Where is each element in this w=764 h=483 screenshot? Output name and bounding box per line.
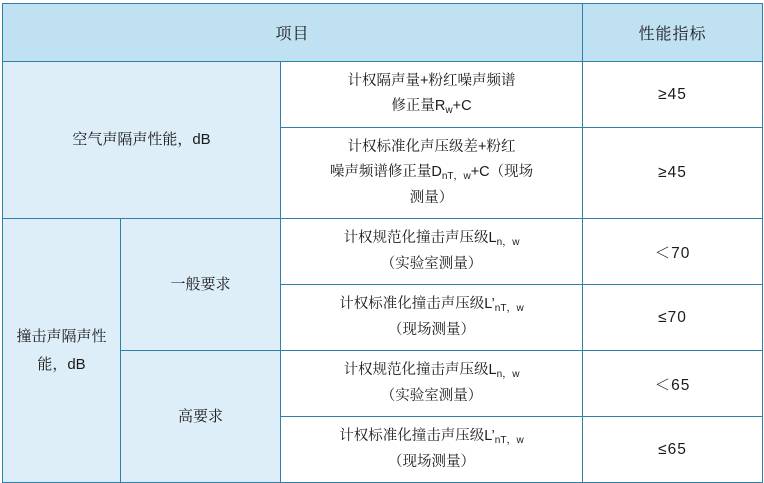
- criterion-line-1: [344, 230, 520, 246]
- criterion-line-1: [339, 296, 523, 312]
- criterion-description: [281, 417, 583, 483]
- criterion-value: ＜65: [583, 351, 763, 417]
- criterion-line-1-pre: 计权规范化撞击声压级L: [343, 230, 497, 246]
- criterion-line-2-post: +C（现场: [470, 164, 534, 180]
- table-row: [3, 62, 763, 128]
- criterion-value: ≤65: [583, 417, 763, 483]
- criterion-value: ≤70: [583, 285, 763, 351]
- column-header-index: 性能指标: [583, 4, 763, 62]
- criterion-description: [281, 219, 583, 285]
- criterion-line-1-pre: 计权标准化撞击声压级L’: [339, 296, 495, 312]
- criterion-line-1: [339, 428, 523, 444]
- subgroup-label-general: 一般要求: [121, 219, 281, 351]
- criterion-description: [281, 285, 583, 351]
- criterion-line-1-sub: n，w: [496, 369, 520, 380]
- criterion-value: ＜70: [583, 219, 763, 285]
- criterion-line-2: （实验室测量）: [380, 388, 483, 404]
- criterion-line-2: （现场测量）: [388, 454, 475, 470]
- criterion-line-2: （现场测量）: [388, 322, 475, 338]
- criterion-value: ≥45: [583, 62, 763, 128]
- criterion-description: [281, 62, 583, 128]
- table-body: [3, 62, 763, 483]
- criterion-line-1: 计权标准化声压级差+粉红: [347, 139, 516, 155]
- subgroup-label-high: 高要求: [121, 351, 281, 483]
- criterion-line-2-pre: 噪声频谱修正量D: [329, 164, 442, 180]
- criterion-line-3: 测量）: [409, 190, 454, 206]
- criterion-line-2: （实验室测量）: [380, 256, 483, 272]
- table-header: [3, 4, 763, 62]
- criterion-line-1-sub: nT，w: [494, 435, 524, 446]
- criterion-line-2-sub: nT，w: [441, 171, 471, 182]
- criterion-line-2-pre: 修正量R: [391, 98, 446, 114]
- criterion-line-2-sub: w: [445, 105, 453, 116]
- column-header-item: 项目: [3, 4, 583, 62]
- acoustic-performance-table: [2, 3, 763, 483]
- criterion-value: ≥45: [583, 128, 763, 219]
- group-label-airborne-sound: 空气声隔声性能，dB: [3, 62, 281, 219]
- table-row: [3, 219, 763, 285]
- criterion-line-1: 计权隔声量+粉红噪声频谱: [347, 73, 516, 89]
- criterion-line-2-post: +C: [452, 98, 472, 114]
- criterion-line-1: [344, 362, 520, 378]
- criterion-line-1-sub: nT，w: [494, 303, 524, 314]
- criterion-line-1-pre: 计权规范化撞击声压级L: [343, 362, 497, 378]
- spec-table-page: [0, 3, 764, 470]
- criterion-description: [281, 128, 583, 219]
- criterion-description: [281, 351, 583, 417]
- criterion-line-2: [330, 164, 533, 180]
- criterion-line-1-pre: 计权标准化撞击声压级L’: [339, 428, 495, 444]
- criterion-line-2: [391, 98, 471, 114]
- group-label-impact-sound: 撞击声隔声性能，dB: [3, 219, 121, 483]
- table-header-row: [3, 4, 763, 62]
- criterion-line-1-sub: n，w: [496, 237, 520, 248]
